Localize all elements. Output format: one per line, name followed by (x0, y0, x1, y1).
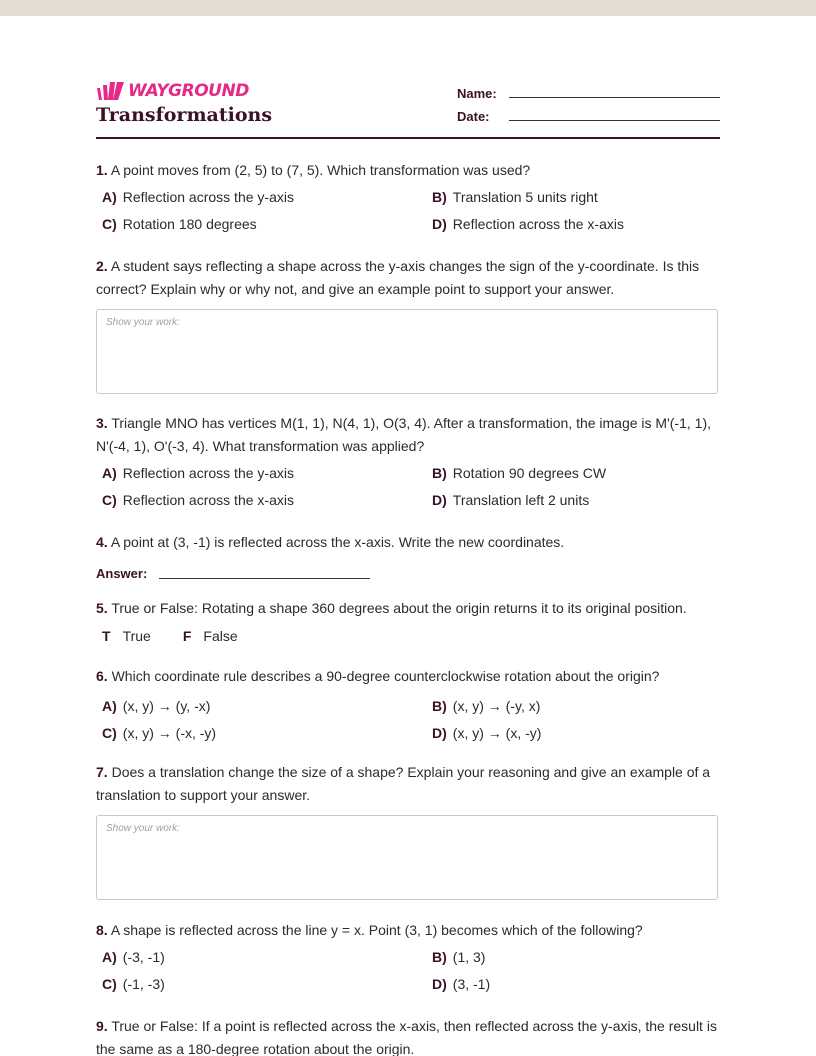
question-5 (96, 597, 720, 648)
worksheet-page (0, 16, 816, 1056)
question-text (96, 919, 720, 942)
option-c[interactable] (96, 722, 426, 745)
name-field[interactable] (509, 83, 720, 98)
option-text: Translation left 2 units (452, 492, 590, 508)
option-text: Rotation 180 degrees (122, 216, 257, 232)
answer-options (96, 695, 720, 745)
question-1 (96, 159, 720, 236)
answer-options (96, 946, 720, 996)
option-letter: D) (432, 976, 447, 992)
question-number: 7. (96, 764, 108, 780)
question-prompt: Triangle MNO has vertices M(1, 1), N(4, 1), O(3, 4). After a transformation, the image is M'(-1, 1), N'(-4, 1), O'(-3, 4). What transformation was applied? (96, 415, 711, 454)
option-letter: C) (102, 725, 117, 741)
brand-name: WAYGROUND (128, 81, 249, 101)
question-number: 2. (96, 258, 108, 274)
question-prompt: A student says reflecting a shape across the y-axis changes the sign of the y-coordinate. Is this correct? Explain why or why not, and give an example point to support your answer. (96, 258, 700, 297)
question-number: 6. (96, 668, 108, 684)
option-text: (1, 3) (452, 949, 486, 965)
option-d[interactable] (426, 213, 720, 236)
question-8 (96, 919, 720, 996)
answer-options (96, 462, 720, 512)
option-text: (x, y) → (-x, -y) (122, 725, 217, 741)
option-d[interactable] (426, 973, 720, 996)
option-letter: B) (432, 949, 447, 965)
question-9 (96, 1015, 720, 1056)
question-prompt: A point moves from (2, 5) to (7, 5). Which transformation was used? (110, 162, 531, 178)
wayground-logo-icon (96, 81, 126, 101)
option-text: (-3, -1) (122, 949, 165, 965)
answer-field[interactable] (159, 564, 370, 579)
question-text (96, 531, 720, 554)
date-row (457, 101, 720, 124)
option-text: Translation 5 units right (452, 189, 598, 205)
option-c[interactable] (96, 213, 426, 236)
question-number: 3. (96, 415, 108, 431)
brand-logo (96, 80, 249, 102)
question-text (96, 412, 720, 458)
question-number: 5. (96, 600, 108, 616)
option-text: Rotation 90 degrees CW (452, 465, 607, 481)
question-text (96, 761, 720, 807)
option-letter: F (182, 628, 192, 644)
answer-label: Answer: (96, 566, 148, 581)
option-a[interactable] (96, 186, 426, 209)
question-number: 8. (96, 922, 108, 938)
option-letter: B) (432, 465, 447, 481)
option-letter: T (102, 628, 111, 644)
date-label: Date: (457, 109, 490, 124)
option-text: (x, y) → (-y, x) (452, 698, 541, 714)
name-row (457, 78, 720, 101)
option-a[interactable] (96, 946, 426, 969)
question-text (96, 597, 720, 620)
question-prompt: Does a translation change the size of a shape? Explain your reasoning and give an example of a translation to support your answer. (96, 764, 711, 803)
question-prompt: A shape is reflected across the line y = x. Point (3, 1) becomes which of the following? (110, 922, 643, 938)
option-text: (-1, -3) (122, 976, 165, 992)
option-letter: D) (432, 216, 447, 232)
option-letter: A) (102, 189, 117, 205)
question-6 (96, 665, 720, 745)
question-prompt: A point at (3, -1) is reflected across the x-axis. Write the new coordinates. (110, 534, 565, 550)
option-text: True (122, 628, 151, 644)
option-letter: A) (102, 949, 117, 965)
option-letter: C) (102, 976, 117, 992)
header-divider (96, 137, 720, 139)
option-text: Reflection across the x-axis (452, 216, 624, 232)
option-letter: A) (102, 698, 117, 714)
page-title: Transformations (96, 104, 273, 126)
work-placeholder: Show your work: (106, 317, 180, 328)
answer-row (96, 559, 720, 581)
question-text (96, 665, 720, 688)
name-label: Name: (457, 86, 497, 101)
work-textarea[interactable] (96, 815, 718, 900)
option-b[interactable] (426, 186, 720, 209)
option-c[interactable] (96, 489, 426, 512)
question-prompt: Which coordinate rule describes a 90-degree counterclockwise rotation about the origin? (111, 668, 660, 684)
question-prompt: True or False: Rotating a shape 360 degrees about the origin returns it to its original position. (111, 600, 687, 616)
option-text: Reflection across the x-axis (122, 492, 294, 508)
option-b[interactable] (426, 695, 720, 718)
option-false[interactable] (183, 625, 238, 648)
option-b[interactable] (426, 946, 720, 969)
option-d[interactable] (426, 489, 720, 512)
question-number: 1. (96, 162, 108, 178)
option-text: (3, -1) (452, 976, 491, 992)
option-a[interactable] (96, 695, 426, 718)
option-text: Reflection across the y-axis (122, 189, 294, 205)
question-4 (96, 531, 720, 581)
work-textarea[interactable] (96, 309, 718, 394)
question-2 (96, 255, 720, 394)
answer-options (96, 186, 720, 236)
option-letter: D) (432, 725, 447, 741)
option-b[interactable] (426, 462, 720, 485)
option-text: (x, y) → (y, -x) (122, 698, 211, 714)
option-letter: A) (102, 465, 117, 481)
option-a[interactable] (96, 462, 426, 485)
question-text (96, 1015, 720, 1056)
option-letter: D) (432, 492, 447, 508)
student-info (457, 78, 720, 124)
question-number: 9. (96, 1018, 108, 1034)
question-text (96, 255, 720, 301)
question-3 (96, 412, 720, 512)
option-true[interactable] (102, 625, 151, 648)
option-text: Reflection across the y-axis (122, 465, 294, 481)
option-c[interactable] (96, 973, 426, 996)
option-text: (x, y) → (x, -y) (452, 725, 542, 741)
option-letter: B) (432, 698, 447, 714)
true-false-options (96, 625, 720, 648)
question-number: 4. (96, 534, 108, 550)
option-letter: C) (102, 216, 117, 232)
option-text: False (203, 628, 238, 644)
work-placeholder: Show your work: (106, 823, 180, 834)
option-letter: B) (432, 189, 447, 205)
date-field[interactable] (509, 106, 720, 121)
option-d[interactable] (426, 722, 720, 745)
option-letter: C) (102, 492, 117, 508)
question-text (96, 159, 720, 182)
question-prompt: True or False: If a point is reflected across the x-axis, then reflected across the y-axis, the result is the same as a 180-degree rotation about the origin. (96, 1018, 717, 1056)
question-7 (96, 761, 720, 900)
